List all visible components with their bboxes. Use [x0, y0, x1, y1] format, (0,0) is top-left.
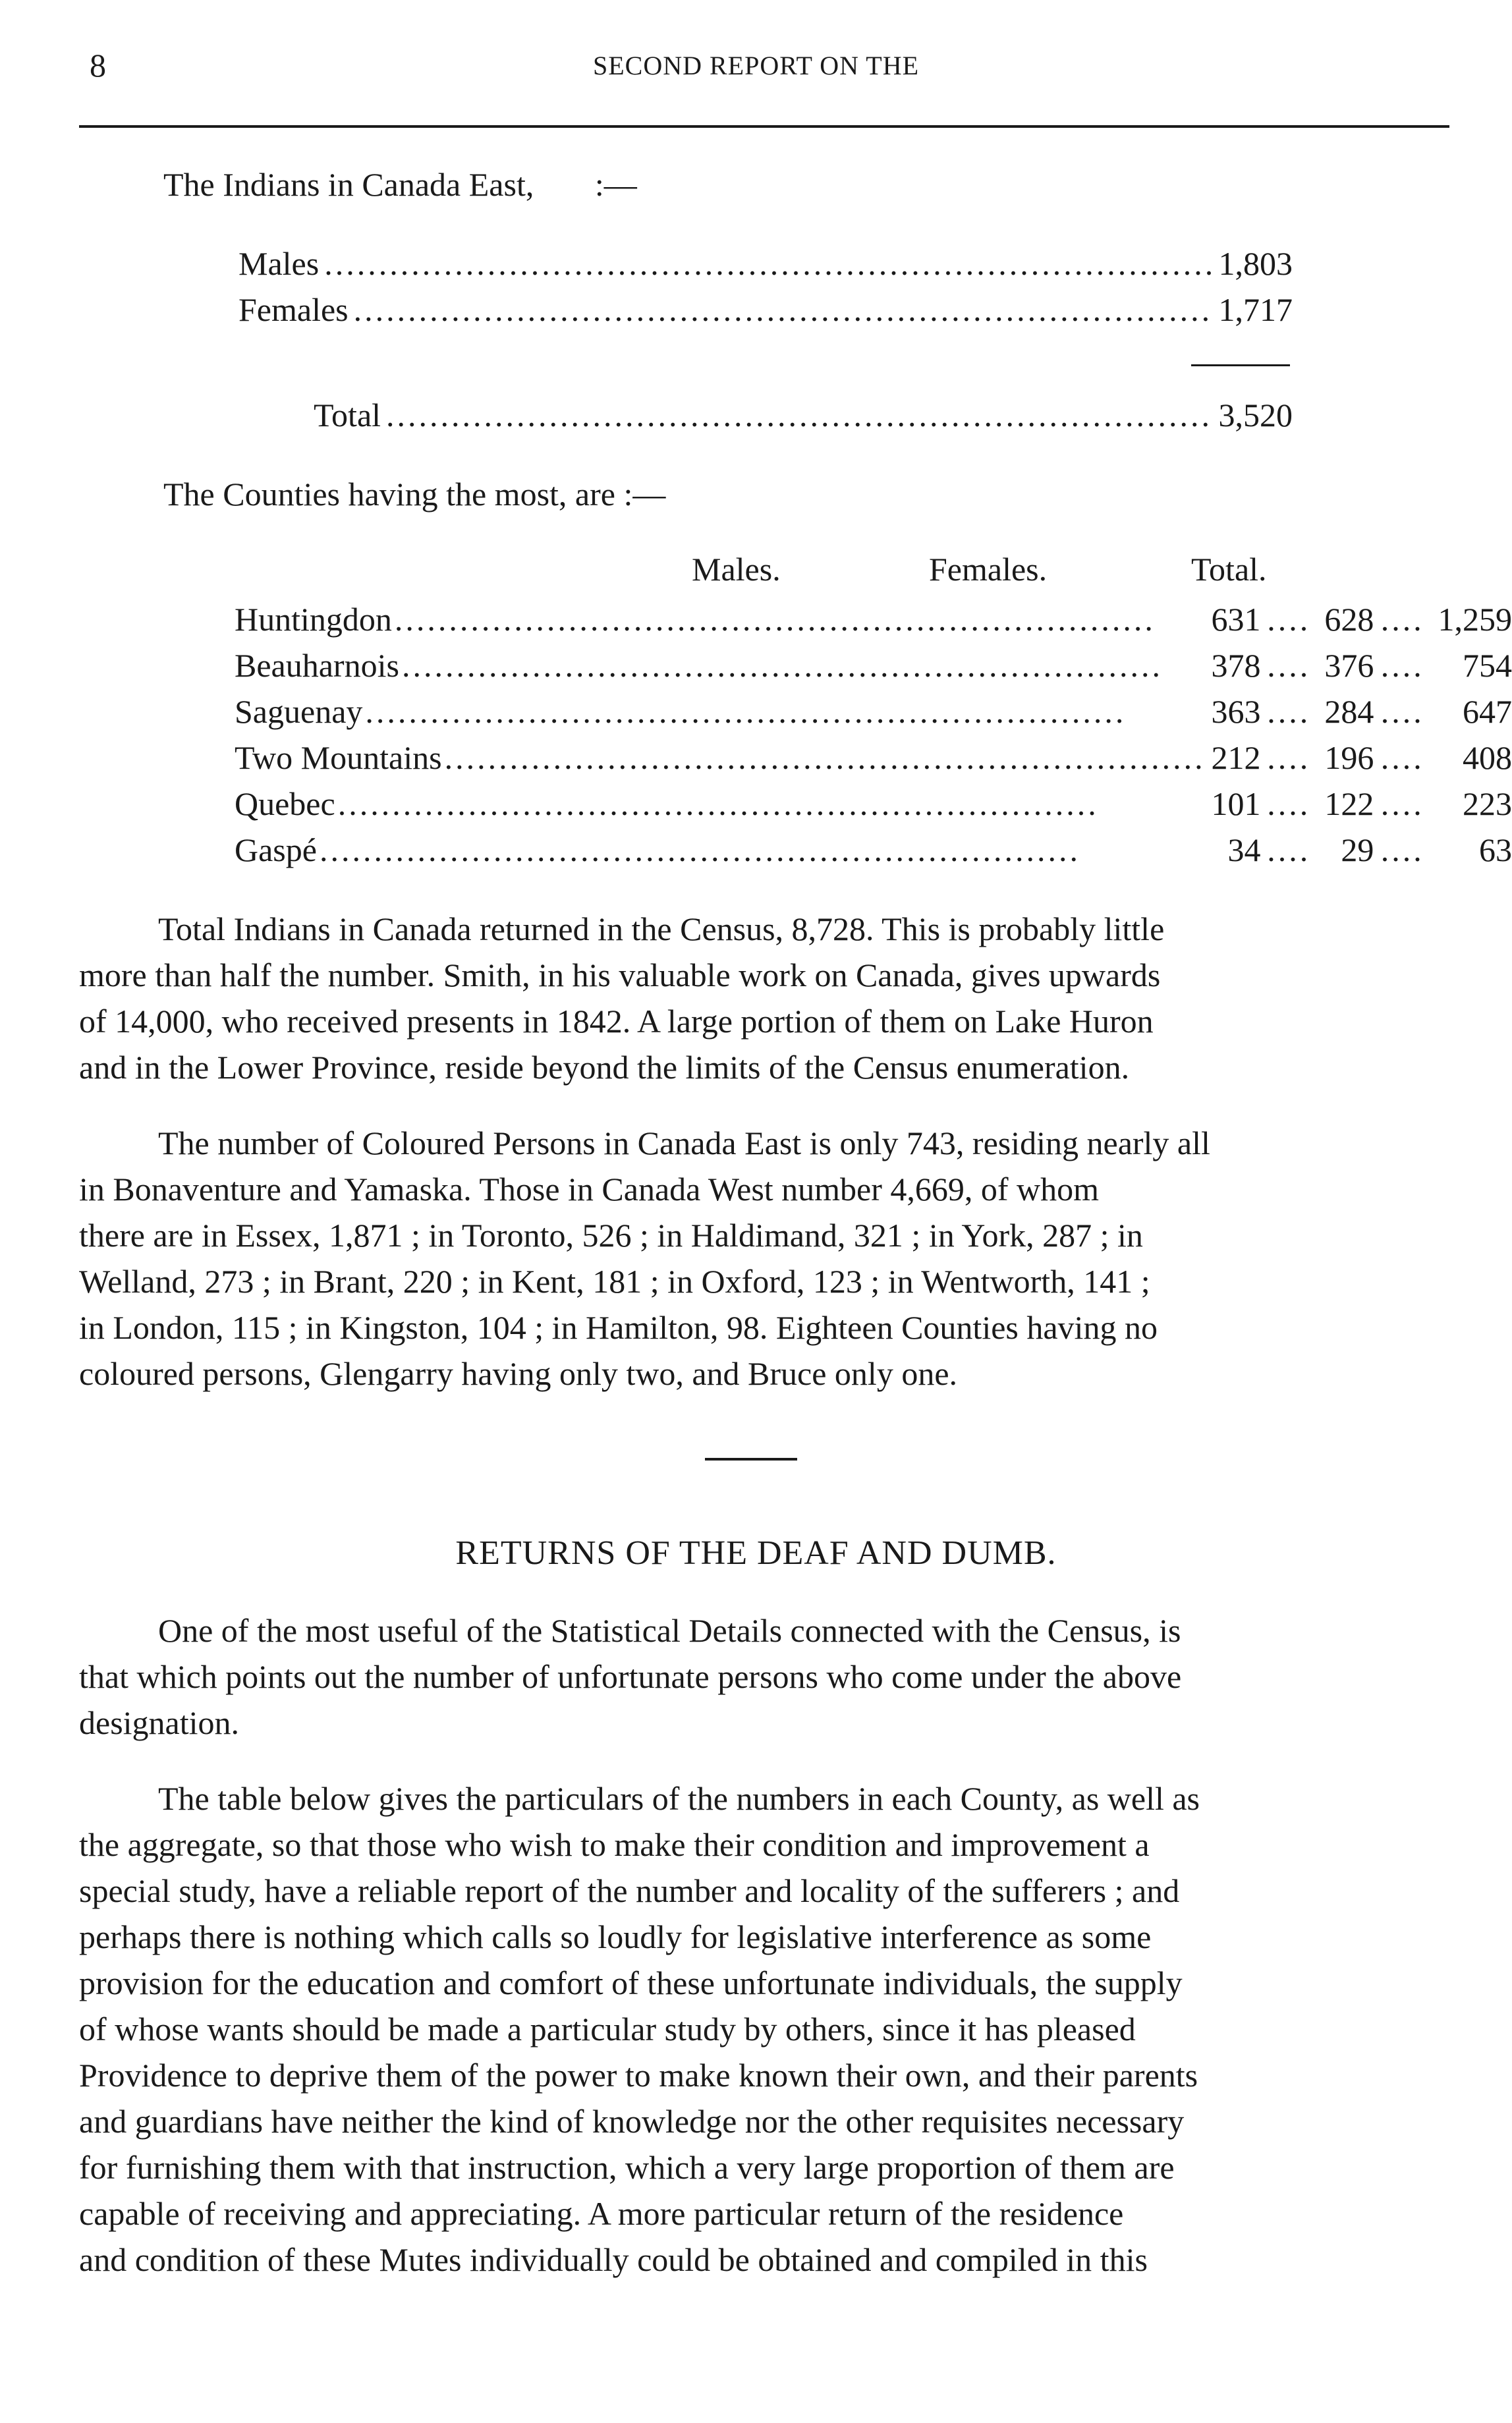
text-line: in Bonaventure and Yamaska. Those in Canada West number 4,669, of whom [79, 1171, 1100, 1208]
county-males: 363 [1211, 693, 1261, 730]
text-line: for furnishing them with that instruction, which a very large proportion of them are [79, 2149, 1175, 2186]
text-line: that which points out the number of unfortunate persons who come under the above [79, 1658, 1182, 1695]
county-females: 284 [1324, 693, 1374, 730]
separator: .... [1380, 693, 1424, 730]
header-rule [79, 125, 1449, 128]
leader-dots [395, 596, 1206, 642]
leader-dots [338, 781, 1206, 827]
text-line: Total Indians in Canada returned in the Census, 8,728. This is probably little [158, 910, 1165, 947]
county-name-cell [235, 735, 1206, 781]
indians-east-females-row [238, 290, 1293, 329]
county-total: 63 [1479, 831, 1512, 868]
county-females: 29 [1341, 831, 1374, 868]
text-line: the aggregate, so that those who wish to make their condition and improvement a [79, 1826, 1150, 1863]
paragraph-coloured-persons [79, 1120, 1436, 1397]
indians-east-intro [163, 165, 637, 204]
sum-rule [1191, 364, 1290, 366]
paragraph-total-indians [79, 906, 1436, 1090]
county-name-cell [235, 827, 1206, 873]
leader-dots [386, 395, 1213, 435]
separator: .... [1380, 647, 1424, 684]
county-total: 408 [1463, 739, 1512, 776]
text-line: of 14,000, who received presents in 1842. A large portion of them on Lake Huron [79, 1003, 1154, 1040]
county-name: Gaspé [235, 831, 317, 868]
text-line: coloured persons, Glengarry having only two, and Bruce only one. [79, 1355, 958, 1392]
separator: .... [1380, 601, 1424, 638]
text-line: and condition of these Mutes individually could be obtained and compiled in this [79, 2241, 1148, 2278]
paragraph-deaf-intro [79, 1607, 1436, 1746]
indians-east-intro-mark: :— [594, 166, 637, 203]
paragraph-deaf-table [79, 1775, 1436, 2283]
separator: .... [1267, 739, 1311, 776]
county-total: 754 [1463, 647, 1512, 684]
separator: .... [1267, 601, 1311, 638]
county-name-cell [235, 781, 1206, 827]
text-line: provision for the education and comfort of these unfortunate individuals, the supply [79, 1964, 1183, 2001]
separator: .... [1267, 831, 1311, 868]
text-line: Welland, 273 ; in Brant, 220 ; in Kent, 181 ; in Oxford, 123 ; in Wentworth, 141 ; [79, 1263, 1150, 1300]
text-line: The table below gives the particulars of the numbers in each County, as well as [158, 1780, 1200, 1817]
total-label: Total [314, 397, 381, 433]
separator: .... [1267, 693, 1311, 730]
county-females: 122 [1324, 785, 1374, 822]
county-name: Beauharnois [235, 647, 399, 684]
county-row [235, 688, 1512, 735]
row-label: Females [238, 291, 349, 328]
county-total: 1,259 [1438, 601, 1512, 638]
county-total: 223 [1463, 785, 1512, 822]
counties-table [235, 596, 1512, 873]
county-name-cell [235, 642, 1206, 688]
section-title: RETURNS OF THE DEAF AND DUMB. [455, 1534, 1057, 1572]
indians-east-intro-text: The Indians in Canada East, [163, 166, 534, 203]
county-name: Huntingdon [235, 601, 392, 638]
county-males: 378 [1211, 647, 1261, 684]
county-males: 101 [1211, 785, 1261, 822]
total-value: 3,520 [1218, 397, 1293, 433]
separator: .... [1267, 647, 1311, 684]
col-head-males: Males. [692, 551, 781, 588]
page-number: 8 [90, 47, 106, 84]
text-line: One of the most useful of the Statistical Details connected with the Census, is [158, 1612, 1181, 1649]
col-head-total: Total. [1191, 551, 1267, 588]
separator: .... [1267, 785, 1311, 822]
text-line: Providence to deprive them of the power to make known their own, and their parents [79, 2057, 1198, 2094]
county-males: 212 [1211, 739, 1261, 776]
leader-dots [320, 827, 1206, 873]
county-males: 631 [1211, 601, 1261, 638]
county-females: 196 [1324, 739, 1374, 776]
col-head-females: Females. [929, 551, 1048, 588]
text-line: and guardians have neither the kind of knowledge nor the other requisites necessary [79, 2103, 1185, 2140]
leader-dots [354, 290, 1214, 329]
county-row [235, 735, 1512, 781]
row-label: Males [238, 245, 320, 282]
county-males: 34 [1227, 831, 1261, 868]
text-line: in London, 115 ; in Kingston, 104 ; in Hamilton, 98. Eighteen Counties having no [79, 1309, 1158, 1346]
leader-dots [324, 244, 1213, 283]
leader-dots [445, 735, 1206, 781]
text-line: perhaps there is nothing which calls so loudly for legislative interference as some [79, 1918, 1152, 1955]
indians-east-males-row [238, 244, 1293, 283]
county-total: 647 [1463, 693, 1512, 730]
text-line: special study, have a reliable report of the number and locality of the sufferers ; and [79, 1872, 1180, 1909]
text-line: of whose wants should be made a particular study by others, since it has pleased [79, 2011, 1136, 2047]
county-name: Quebec [235, 785, 335, 822]
separator: .... [1380, 739, 1424, 776]
indians-east-total-row [314, 395, 1293, 435]
section-divider [705, 1458, 797, 1461]
county-row [235, 827, 1512, 873]
county-name-cell [235, 596, 1206, 642]
row-value: 1,717 [1218, 291, 1293, 328]
county-name: Saguenay [235, 693, 363, 730]
leader-dots [365, 688, 1205, 735]
running-title: SECOND REPORT ON THE [592, 51, 920, 80]
counties-intro: The Counties having the most, are :— [163, 476, 666, 513]
county-females: 628 [1324, 601, 1374, 638]
text-line: The number of Coloured Persons in Canada East is only 743, residing nearly all [158, 1125, 1210, 1161]
text-line: more than half the number. Smith, in his valuable work on Canada, gives upwards [79, 957, 1161, 993]
separator: .... [1380, 785, 1424, 822]
text-line: and in the Lower Province, reside beyond the limits of the Census enumeration. [79, 1049, 1130, 1086]
separator: .... [1380, 831, 1424, 868]
county-row [235, 642, 1512, 688]
text-line: capable of receiving and appreciating. A more particular return of the residence [79, 2195, 1124, 2232]
county-name-cell [235, 688, 1206, 735]
county-females: 376 [1324, 647, 1374, 684]
text-line: designation. [79, 1704, 240, 1741]
row-value: 1,803 [1218, 245, 1293, 282]
text-line: there are in Essex, 1,871 ; in Toronto, 526 ; in Haldimand, 321 ; in York, 287 ; in [79, 1217, 1143, 1254]
county-row [235, 596, 1512, 642]
leader-dots [402, 642, 1206, 688]
county-name: Two Mountains [235, 739, 442, 776]
county-row [235, 781, 1512, 827]
